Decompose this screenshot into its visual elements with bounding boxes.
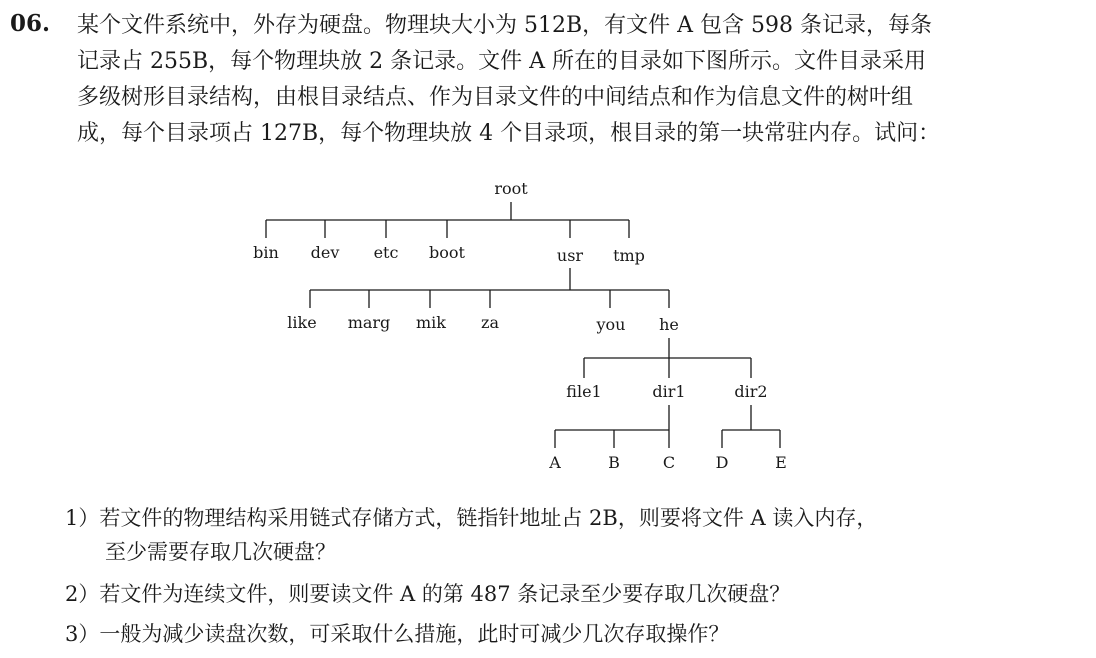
statement-line: 记录占 255B，每个物理块放 2 条记录。文件 A 所在的目录如下图所示。文件目录采用 xyxy=(77,49,927,74)
tree-leaf-e: E xyxy=(775,453,787,472)
question-1: 1）若文件的物理结构采用链式存储方式，链指针地址占 2B，则要将文件 A 读入内存， xyxy=(65,506,878,530)
tree-node-mik: mik xyxy=(416,313,446,332)
question-1-continued: 至少需要存取几次硬盘？ xyxy=(105,540,336,564)
tree-leaf-c: C xyxy=(662,453,676,472)
tree-node-bin: bin xyxy=(253,243,279,262)
tree-node-etc: etc xyxy=(373,243,399,262)
problem-number: 06. xyxy=(10,10,51,37)
question-3: 3）一般为减少读盘次数，可采取什么措施，此时可减少几次存取操作？ xyxy=(65,622,730,646)
tree-node-tmp: tmp xyxy=(613,246,645,265)
tree-node-dir2: dir2 xyxy=(734,382,768,401)
tree-node-boot: boot xyxy=(429,243,465,262)
statement-line: 多级树形目录结构，由根目录结点、作为目录文件的中间结点和作为信息文件的树叶组 xyxy=(77,85,914,110)
tree-leaf-a: A xyxy=(549,453,561,472)
tree-node-za: za xyxy=(481,313,499,332)
statement-line: 某个文件系统中，外存为硬盘。物理块大小为 512B，有文件 A 包含 598 条记录，每条 xyxy=(77,13,933,38)
tree-node-file1: file1 xyxy=(566,382,602,401)
tree-node-you: you xyxy=(596,315,626,334)
tree-node-root: root xyxy=(494,179,528,198)
tree-leaf-b: B xyxy=(608,453,620,472)
tree-leaf-d: D xyxy=(715,453,729,472)
tree-node-usr: usr xyxy=(556,246,584,265)
tree-node-dev: dev xyxy=(310,243,340,262)
question-2: 2）若文件为连续文件，则要读文件 A 的第 487 条记录至少要存取几次硬盘？ xyxy=(65,582,791,606)
tree-node-dir1: dir1 xyxy=(652,382,686,401)
tree-node-he: he xyxy=(659,315,679,334)
statement-line: 成，每个目录项占 127B，每个物理块放 4 个目录项，根目录的第一块常驻内存。试问： xyxy=(77,121,941,146)
tree-node-like: like xyxy=(287,313,317,332)
tree-node-marg: marg xyxy=(347,313,391,332)
